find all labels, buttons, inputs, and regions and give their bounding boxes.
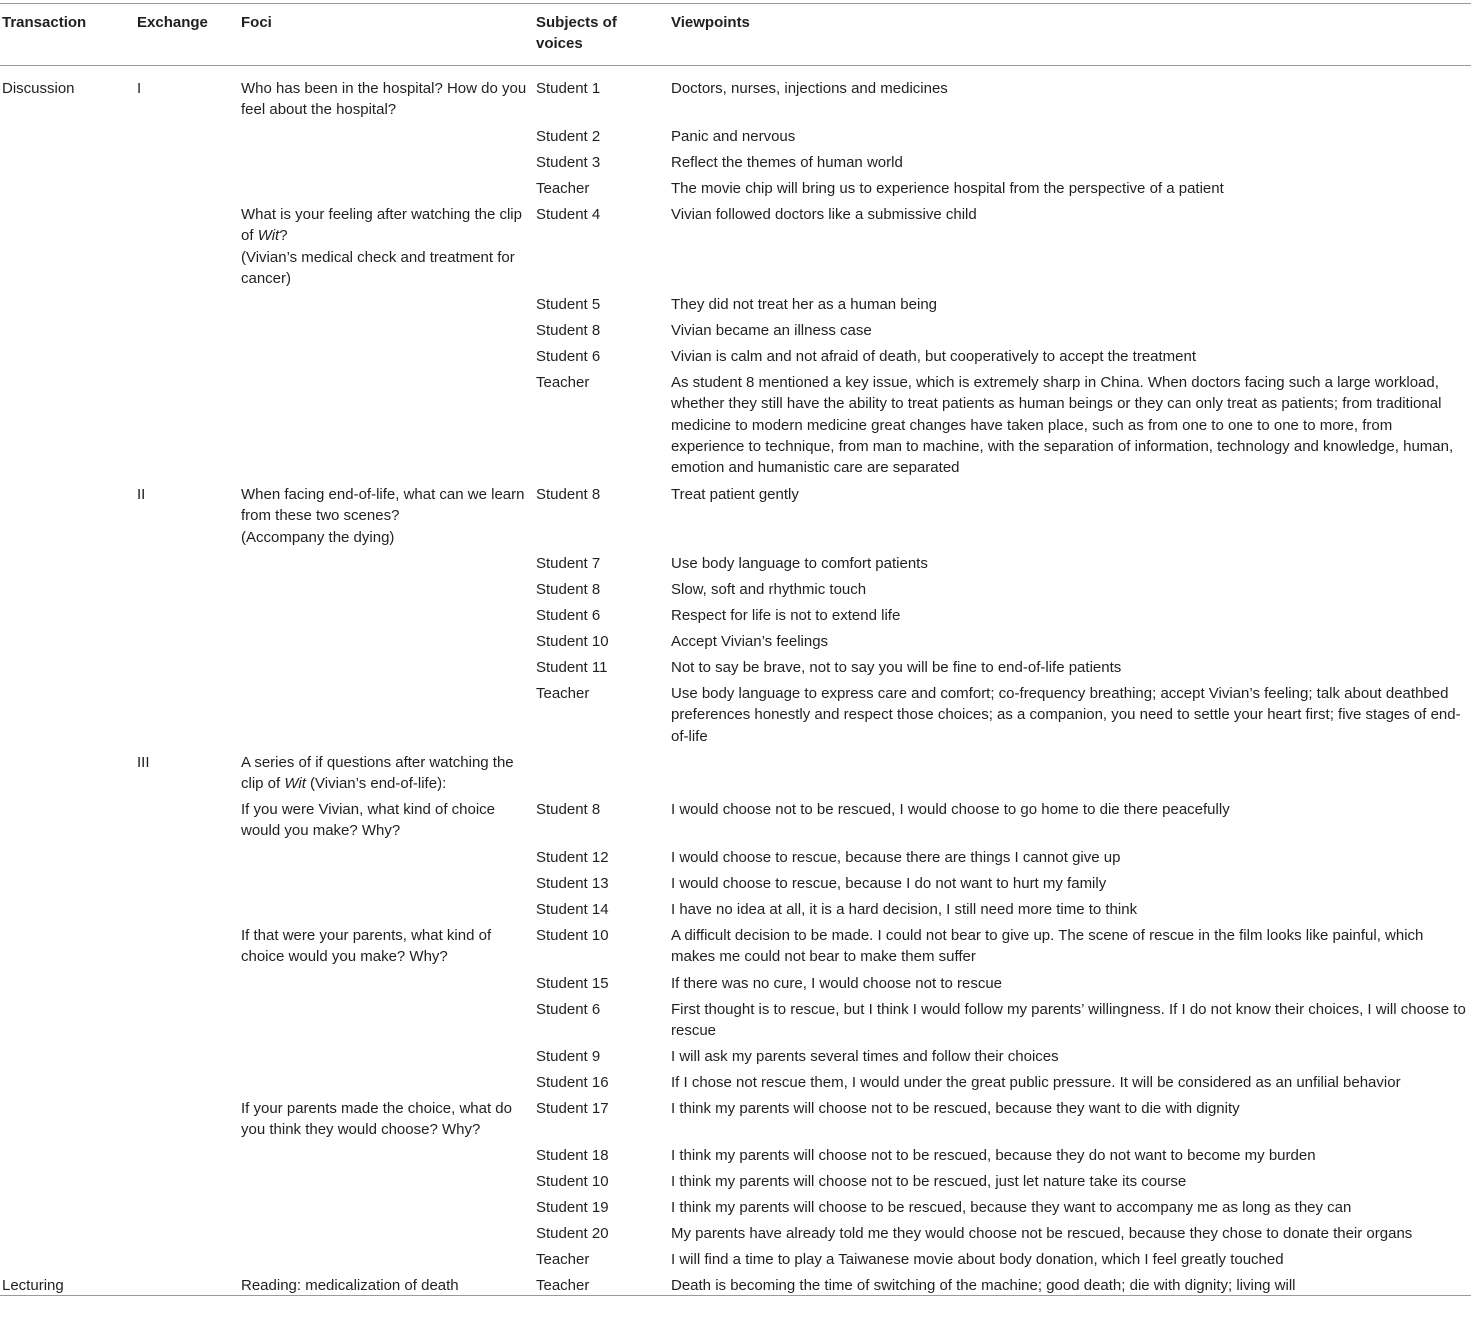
table-row	[0, 1237, 1471, 1268]
cell-subject: Student 6	[536, 1001, 601, 1018]
table-row	[0, 961, 1471, 992]
cell-exchange: III	[137, 754, 150, 771]
table-row	[0, 835, 1471, 866]
cell-foci	[241, 484, 531, 548]
table-row	[0, 671, 1471, 745]
cell-subject: Student 20	[536, 1225, 609, 1242]
cell-subject: Teacher	[536, 685, 590, 702]
cell-transaction: Discussion	[2, 80, 75, 97]
cell-subject: Student 14	[536, 901, 609, 918]
cell-viewpoint: I would choose to rescue, because there are things I cannot give up	[671, 849, 1121, 866]
table-row	[0, 1185, 1471, 1216]
cell-viewpoint: My parents have already told me they would choose not be rescued, because they chose to donate their organs	[671, 1225, 1413, 1242]
cell-subject: Teacher	[536, 1251, 590, 1268]
cell-subject: Teacher	[536, 374, 590, 391]
foci-note: (Vivian’s medical check and treatment for cancer)	[241, 248, 515, 287]
cell-subject: Student 6	[536, 348, 601, 365]
foci-text: Reading: medicalization of death	[241, 1277, 459, 1294]
cell-subject: Student 8	[536, 801, 601, 818]
cell-viewpoint: I would choose to rescue, because I do not want to hurt my family	[671, 875, 1107, 892]
cell-viewpoint: Reflect the themes of human world	[671, 154, 903, 171]
foci-text: If your parents made the choice, what do you think they would choose? Why?	[241, 1100, 512, 1139]
table-row	[0, 1034, 1471, 1065]
cell-subject: Student 4	[536, 206, 601, 223]
cell-viewpoint: I would choose not to be rescued, I would choose to go home to die there peacefully	[671, 801, 1230, 818]
cell-viewpoint: I have no idea at all, it is a hard decision, I still need more time to think	[671, 901, 1138, 918]
cell-viewpoint: Vivian became an illness case	[671, 322, 872, 339]
header-transaction: Transaction	[2, 14, 87, 31]
table-body	[0, 66, 1471, 1295]
cell-subject: Student 13	[536, 875, 609, 892]
cell-subject: Student 8	[536, 581, 601, 598]
cell-viewpoint: I will ask my parents several times and follow their choices	[671, 1048, 1059, 1065]
cell-viewpoint: Treat patient gently	[671, 486, 799, 503]
header-foci: Foci	[241, 14, 272, 31]
cell-subject: Student 19	[536, 1199, 609, 1216]
cell-foci	[241, 1275, 531, 1296]
cell-exchange: I	[137, 80, 142, 97]
foci-text: When facing end-of-life, what can we learn from these two scenes?	[241, 486, 525, 525]
table-row	[0, 1133, 1471, 1164]
table-row	[0, 913, 1471, 966]
table-row	[0, 987, 1471, 1040]
cell-subject: Student 1	[536, 80, 601, 97]
table-row	[0, 308, 1471, 339]
table-row	[0, 1060, 1471, 1091]
foci-text: Who has been in the hospital? How do you feel about the hospital?	[241, 80, 527, 119]
table-row	[0, 140, 1471, 171]
cell-subject: Teacher	[536, 180, 590, 197]
cell-viewpoint: Not to say be brave, not to say you will be fine to end-of-life patients	[671, 659, 1122, 676]
header-exchange: Exchange	[137, 14, 208, 31]
cell-exchange: II	[137, 486, 146, 503]
cell-foci	[241, 204, 531, 289]
foci-text-end: (Vivian’s end-of-life):	[305, 775, 447, 793]
cell-viewpoint: First thought is to rescue, but I think I would follow my parents’ willingness. If I do not know their choices, I will choose to rescue	[671, 1001, 1466, 1040]
cell-subject: Student 8	[536, 486, 601, 503]
cell-subject: Student 15	[536, 975, 609, 992]
film-title: Wit	[284, 775, 306, 793]
cell-viewpoint: I think my parents will choose not to be rescued, because they do not want to become my burden	[671, 1147, 1316, 1164]
cell-subject: Student 6	[536, 607, 601, 624]
foci-text-end: ?	[279, 227, 288, 245]
cell-subject: Student 5	[536, 296, 601, 313]
cell-viewpoint: Vivian is calm and not afraid of death, but cooperatively to accept the treatment	[671, 348, 1197, 365]
cell-viewpoint: Accept Vivian’s feelings	[671, 633, 829, 650]
cell-subject: Student 3	[536, 154, 601, 171]
table-row	[0, 114, 1471, 145]
cell-viewpoint: I think my parents will choose not to be rescued, just let nature take its course	[671, 1173, 1187, 1190]
cell-subject: Student 12	[536, 849, 609, 866]
cell-viewpoint: I think my parents will choose to be rescued, because they want to accompany me as long as they can	[671, 1199, 1352, 1216]
cell-subject: Student 16	[536, 1074, 609, 1091]
table-row	[0, 567, 1471, 598]
cell-viewpoint: Slow, soft and rhythmic touch	[671, 581, 867, 598]
cell-viewpoint: Panic and nervous	[671, 128, 796, 145]
cell-subject: Student 18	[536, 1147, 609, 1164]
cell-transaction: Lecturing	[2, 1277, 64, 1294]
cell-subject: Student 10	[536, 1173, 609, 1190]
table-row	[0, 360, 1471, 477]
cell-subject: Student 10	[536, 927, 609, 944]
table-row	[0, 166, 1471, 197]
table-row	[0, 787, 1471, 840]
table-row	[0, 66, 1471, 119]
cell-subject: Student 8	[536, 322, 601, 339]
cell-subject: Student 9	[536, 1048, 601, 1065]
foci-text: What is your feeling after watching the clip of	[241, 206, 522, 245]
cell-subject: Student 7	[536, 555, 601, 572]
table-row	[0, 740, 1471, 793]
table-header-row	[0, 4, 1471, 66]
cell-viewpoint: A difficult decision to be made. I could not bear to give up. The scene of rescue in the film looks like painful, which makes me could not bear to make them suffer	[671, 927, 1424, 966]
cell-viewpoint: They did not treat her as a human being	[671, 296, 938, 313]
cell-viewpoint: As student 8 mentioned a key issue, which is extremely sharp in China. When doctors facing such a large workload, whether they still have the ability to treat patients as human beings or they can only treat as patients; from traditional medicine to modern medicine great changes have taken place, such as from one to one to one to more, from experience to technique, from man to machine, with the separation of information, technology and knowledge, human, emotion and humanistic care are separated	[671, 374, 1454, 477]
cell-viewpoint: Death is becoming the time of switching of the machine; good death; die with dignity; living will	[671, 1277, 1296, 1294]
table-row	[0, 334, 1471, 365]
foci-note: (Accompany the dying)	[241, 528, 395, 546]
cell-viewpoint: I think my parents will choose not to be rescued, because they want to die with dignity	[671, 1100, 1240, 1117]
cell-subject: Student 17	[536, 1100, 609, 1117]
cell-viewpoint: I will find a time to play a Taiwanese movie about body donation, which I feel greatly touched	[671, 1251, 1284, 1268]
table-row	[0, 282, 1471, 313]
cell-viewpoint: The movie chip will bring us to experience hospital from the perspective of a patient	[671, 180, 1224, 197]
foci-text: A series of if questions after watching the clip of	[241, 754, 514, 793]
table-row	[0, 541, 1471, 572]
table-row	[0, 593, 1471, 624]
cell-subject: Student 2	[536, 128, 601, 145]
film-title: Wit	[257, 227, 280, 245]
cell-subject: Student 11	[536, 659, 608, 676]
table-row	[0, 861, 1471, 892]
cell-viewpoint: Doctors, nurses, injections and medicines	[671, 80, 948, 97]
table-row	[0, 887, 1471, 918]
data-table	[0, 3, 1471, 1296]
cell-viewpoint: If I chose not rescue them, I would under the great public pressure. It will be considered as an unfilial behavior	[671, 1074, 1401, 1091]
cell-viewpoint: Vivian followed doctors like a submissive child	[671, 206, 977, 223]
table-row	[0, 645, 1471, 676]
table-row	[0, 1263, 1471, 1295]
cell-subject: Teacher	[536, 1277, 590, 1294]
foci-text: If you were Vivian, what kind of choice would you make? Why?	[241, 801, 496, 840]
table-row	[0, 192, 1471, 287]
cell-subject: Student 10	[536, 633, 609, 650]
foci-text: If that were your parents, what kind of choice would you make? Why?	[241, 927, 492, 966]
header-viewpoints: Viewpoints	[671, 14, 750, 31]
cell-viewpoint: Use body language to comfort patients	[671, 555, 928, 572]
table-row	[0, 1086, 1471, 1139]
cell-viewpoint: Use body language to express care and comfort; co-frequency breathing; accept Vivian’s feeling; talk about deathbed preferences honestly and respect those choices; as a companion, you need to settle your heart first; five stages of end-of-life	[671, 685, 1461, 745]
table-row	[0, 1211, 1471, 1242]
cell-viewpoint: If there was no cure, I would choose not to rescue	[671, 975, 1003, 992]
table-row	[0, 619, 1471, 650]
table-row	[0, 472, 1471, 546]
cell-viewpoint: Respect for life is not to extend life	[671, 607, 901, 624]
table-row	[0, 1159, 1471, 1190]
header-subjects-of-voices: Subjects of voices	[536, 14, 617, 53]
